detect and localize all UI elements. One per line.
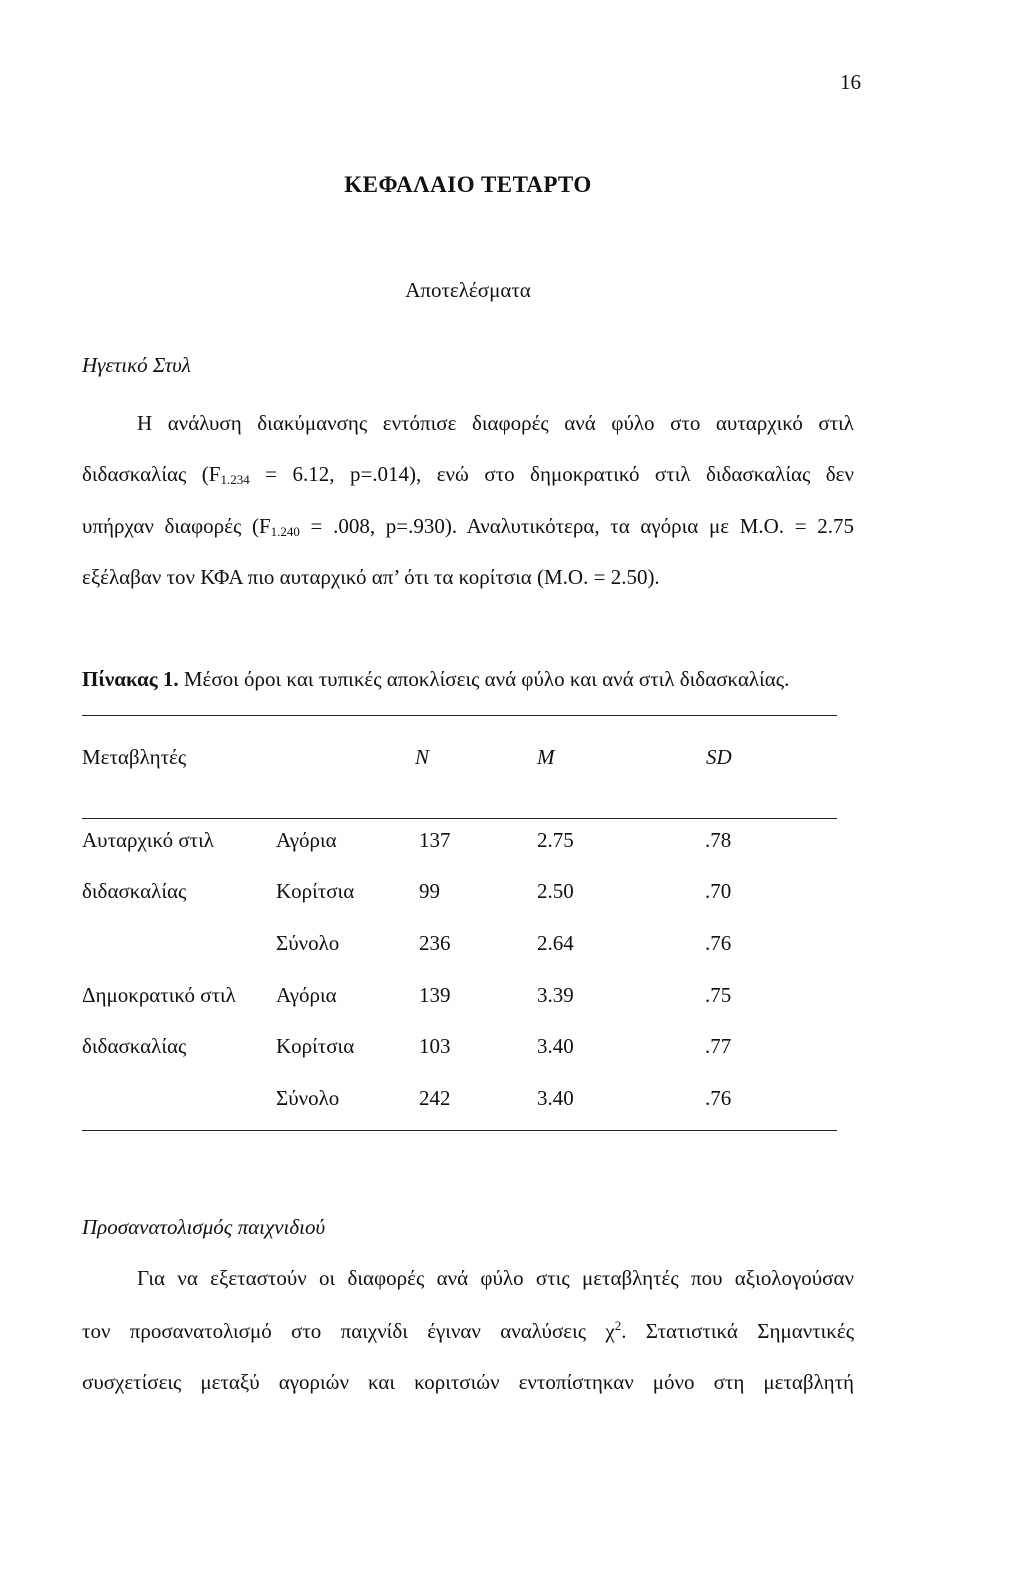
table-bottom-rule <box>82 1130 837 1131</box>
table-cell-sd: .76 <box>705 1086 732 1110</box>
table-header-m: Μ <box>537 745 555 769</box>
section-title: Αποτελέσματα <box>405 278 531 302</box>
f-subscript: 1.240 <box>270 524 300 539</box>
paragraph2-line3: συσχετίσεις μεταξύ αγοριών και κοριτσιών εντοπίστηκαν μόνο στη μεταβλητή <box>82 1370 854 1394</box>
table-cell-group: Αγόρια <box>276 983 337 1007</box>
paragraph2-line1: Για να εξεταστούν οι διαφορές ανά φύλο στις μεταβλητές που αξιολογούσαν <box>137 1266 854 1290</box>
table-cell-sd: .76 <box>705 931 732 955</box>
f-subscript: 1.234 <box>220 472 250 487</box>
table-cell-variable: διδασκαλίας <box>82 879 187 903</box>
table-cell-m: 3.40 <box>537 1086 574 1110</box>
table-cell-group: Σύνολο <box>276 931 340 955</box>
table-cell-m: 2.50 <box>537 879 574 903</box>
table-cell-m: 3.39 <box>537 983 574 1007</box>
table-cell-m: 2.75 <box>537 828 574 852</box>
table-cell-m: 2.64 <box>537 931 574 955</box>
table-cell-n: 103 <box>419 1034 451 1058</box>
table-cell-sd: .77 <box>705 1034 732 1058</box>
table-header-n: Ν <box>415 745 430 769</box>
paragraph1-line1: Η ανάλυση διακύμανσης εντόπισε διαφορές ανά φύλο στο αυταρχικό στιλ <box>137 411 854 435</box>
subsection-heading-leadership-style: Ηγετικό Στυλ <box>82 353 191 377</box>
table-cell-sd: .75 <box>705 983 732 1007</box>
table-cell-n: 242 <box>419 1086 451 1110</box>
paragraph1-line3: υπήρχαν διαφορές ($F_{1.240} = .008$, p=.930). Αναλυτικότερα, τα αγόρια με Μ.Ο. = 2.75 <box>82 514 854 539</box>
table-cell-n: 99 <box>419 879 440 903</box>
paragraph1-line4: εξέλαβαν τον ΚΦΑ πιο αυταρχικό απ’ ότι τα κορίτσια (Μ.Ο. = 2.50). <box>82 565 660 589</box>
table-cell-variable: διδασκαλίας <box>82 1034 187 1058</box>
chi-square-superscript: 2 <box>614 1318 622 1333</box>
table-caption <box>82 667 789 692</box>
page-number: 16 <box>840 70 861 94</box>
table-cell-variable: Αυταρχικό στιλ <box>82 828 214 852</box>
table-cell-sd: .78 <box>705 828 732 852</box>
table-header-rule <box>82 818 837 819</box>
table-cell-sd: .70 <box>705 879 732 903</box>
table-caption-text: Μέσοι όροι και τυπικές αποκλίσεις ανά φύλο και ανά στιλ διδασκαλίας. <box>178 667 790 691</box>
table-cell-variable: Δημοκρατικό στιλ <box>82 983 236 1007</box>
table-cell-group: Αγόρια <box>276 828 337 852</box>
paragraph2-line2: τον προσανατολισμό στο παιχνίδι έγιναν αναλύσεις $\chi^2$. Στατιστικά Σημαντικές <box>82 1318 855 1343</box>
table-caption-label: Πίνακας 1. <box>82 667 179 691</box>
table-cell-n: 139 <box>419 983 451 1007</box>
table-cell-m: 3.40 <box>537 1034 574 1058</box>
table-header-sd: SD <box>706 745 732 769</box>
table-cell-n: 137 <box>419 828 451 852</box>
table-cell-group: Σύνολο <box>276 1086 340 1110</box>
paragraph1-line2: διδασκαλίας ($F_{1.234} = 6.12$, p=.014), ενώ στο δημοκρατικό στιλ διδασκαλίας δεν <box>82 462 854 487</box>
table-cell-group: Κορίτσια <box>276 879 355 903</box>
subsection-heading-play-orientation: Προσανατολισμός παιχνιδιού <box>82 1215 326 1239</box>
table-cell-group: Κορίτσια <box>276 1034 355 1058</box>
table-header-variables: Μεταβλητές <box>82 745 187 769</box>
table-top-rule <box>82 715 837 716</box>
chapter-title: ΚΕΦΑΛΑΙΟ ΤΕΤΑΡΤΟ <box>344 172 592 197</box>
table-cell-n: 236 <box>419 931 451 955</box>
